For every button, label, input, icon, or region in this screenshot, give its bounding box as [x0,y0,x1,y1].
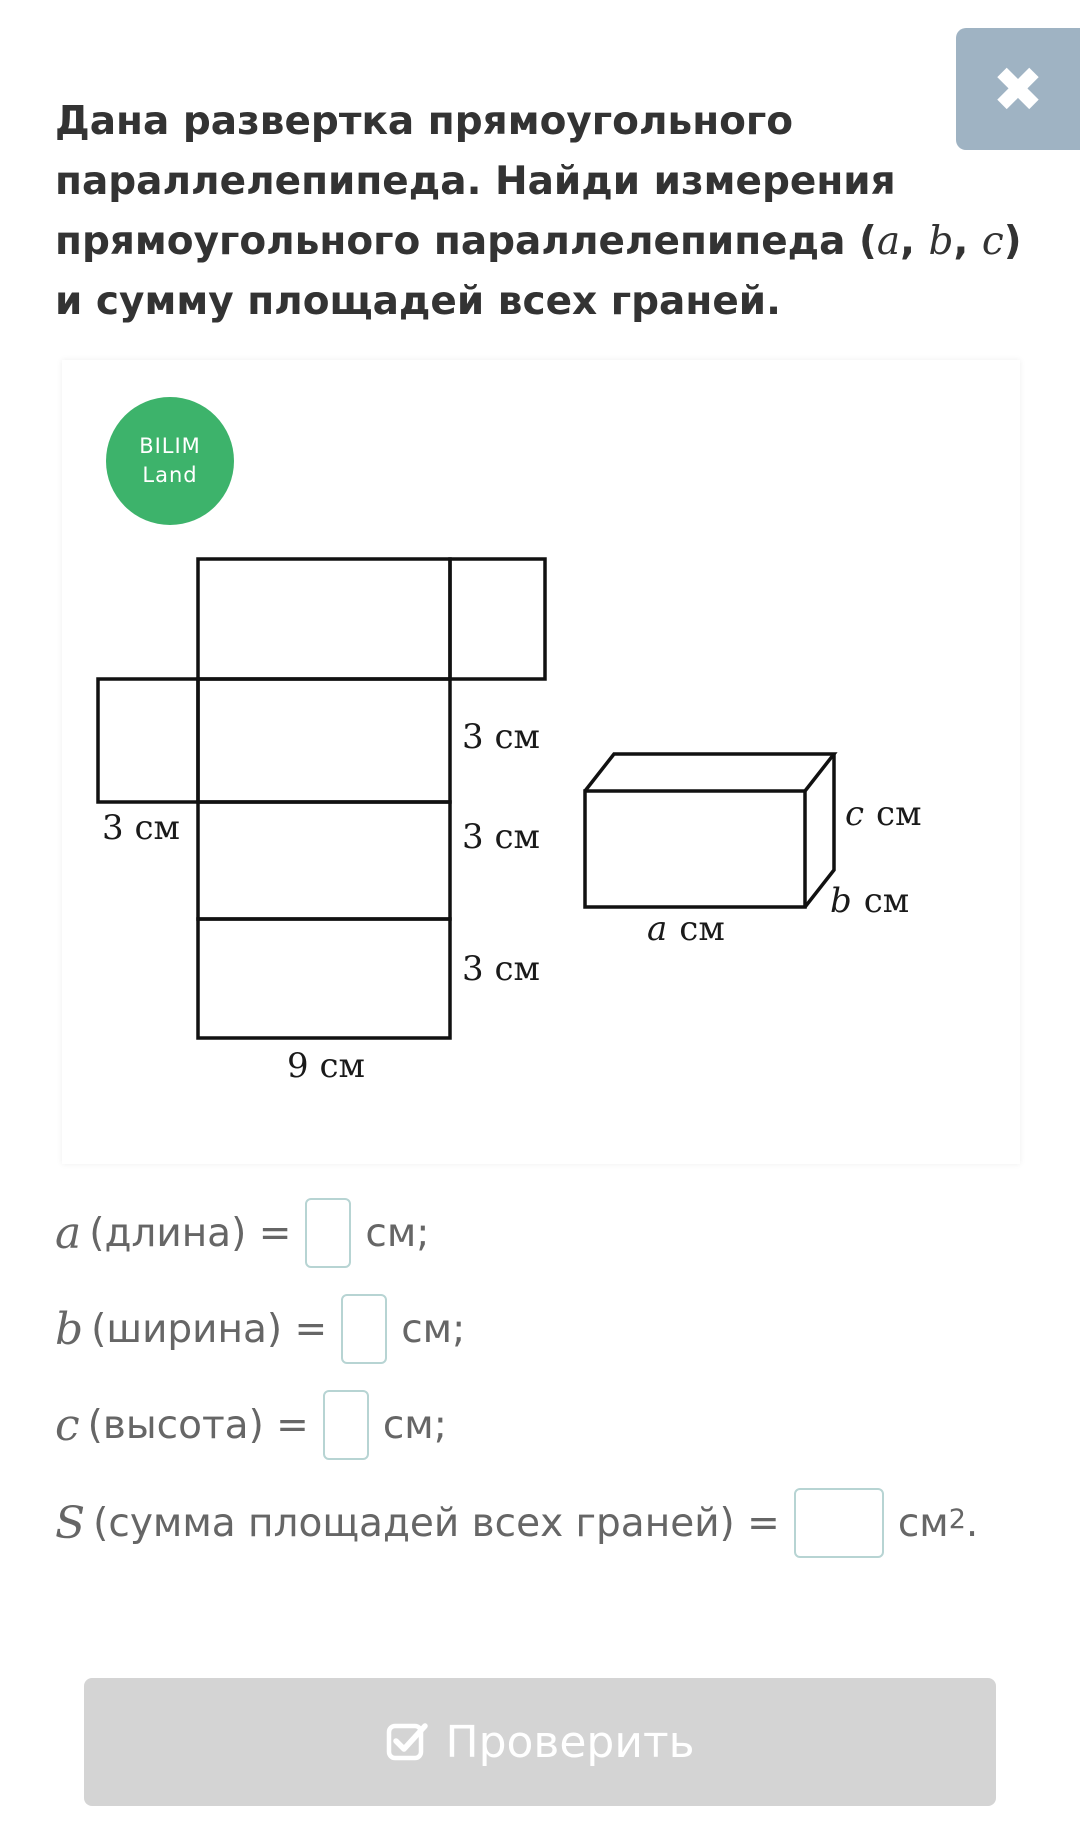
figure-panel [62,360,1020,1164]
answer-var-c: c [55,1399,80,1451]
box-top-face [585,754,834,791]
question-text-start: Дана развертка прямоугольного параллелепипеда. Найди измерения прямоугольного параллелепипеда ( [55,99,896,264]
answer-label-a: (длина) = [89,1210,292,1256]
question-text-end: ) и сумму площадей всех граней. [55,219,1022,324]
box-label-a-unit: см [679,909,725,949]
net-bottom-face [198,802,450,919]
box-label-c [845,794,922,834]
net-label-bottom: 9 см [287,1046,365,1086]
net-top-face [198,559,450,679]
answer-label-b: (ширина) = [91,1306,328,1352]
answer-row-a [55,1195,429,1271]
answer-input-c[interactable] [323,1390,369,1460]
question-var-a: a [876,219,901,264]
box-label-b-var: b [830,881,852,921]
answer-label-c: (высота) = [87,1402,309,1448]
checkbox-check-icon [385,1719,431,1765]
answer-var-b: b [55,1303,84,1355]
answer-unit-s-tail: . [965,1500,979,1546]
question-var-c: c [981,219,1004,264]
logo-line-2: Land [142,463,198,487]
logo-line-1: BILIM [139,434,201,458]
answer-label-s: (сумма площадей всех граней) = [93,1500,780,1546]
net-label-middle-right: 3 см [462,817,540,857]
answer-row-c [55,1387,447,1463]
answer-unit-a: см; [365,1210,430,1256]
answer-unit-c: см; [382,1402,447,1448]
answer-row-b [55,1291,465,1367]
net-left-flap [98,679,198,802]
box-front-face [585,791,805,907]
answer-input-b[interactable] [341,1294,387,1364]
net-right-flap [450,559,545,679]
answer-unit-s: см [897,1500,949,1546]
answer-unit-b: см; [401,1306,466,1352]
answer-row-s [55,1485,978,1561]
question-sep-2: , [953,219,982,264]
check-button-label: Проверить [445,1716,695,1768]
answer-var-s: S [55,1497,86,1549]
net-back-face [198,919,450,1038]
answer-unit-s-exponent: 2 [948,1503,966,1535]
box-label-b [830,881,909,921]
question-text [55,92,1025,332]
box-label-c-var: c [845,794,865,834]
box-label-c-unit: см [876,794,922,834]
net-label-left-flap: 3 см [102,808,180,848]
net-front-face [198,679,450,802]
question-var-b: b [928,219,954,264]
net-label-bottom-right: 3 см [462,949,540,989]
check-button[interactable] [84,1678,996,1806]
box-label-a-var: a [647,909,668,949]
answer-input-s[interactable] [794,1488,884,1558]
answer-var-a: a [55,1207,82,1259]
net-label-top-right: 3 см [462,717,540,757]
box-label-a [647,909,725,949]
answer-input-a[interactable] [305,1198,351,1268]
net-and-box-diagram [62,360,1020,1164]
box-label-b-unit: см [863,881,910,921]
question-sep-1: , [900,219,929,264]
close-icon: ✖ [992,52,1044,126]
